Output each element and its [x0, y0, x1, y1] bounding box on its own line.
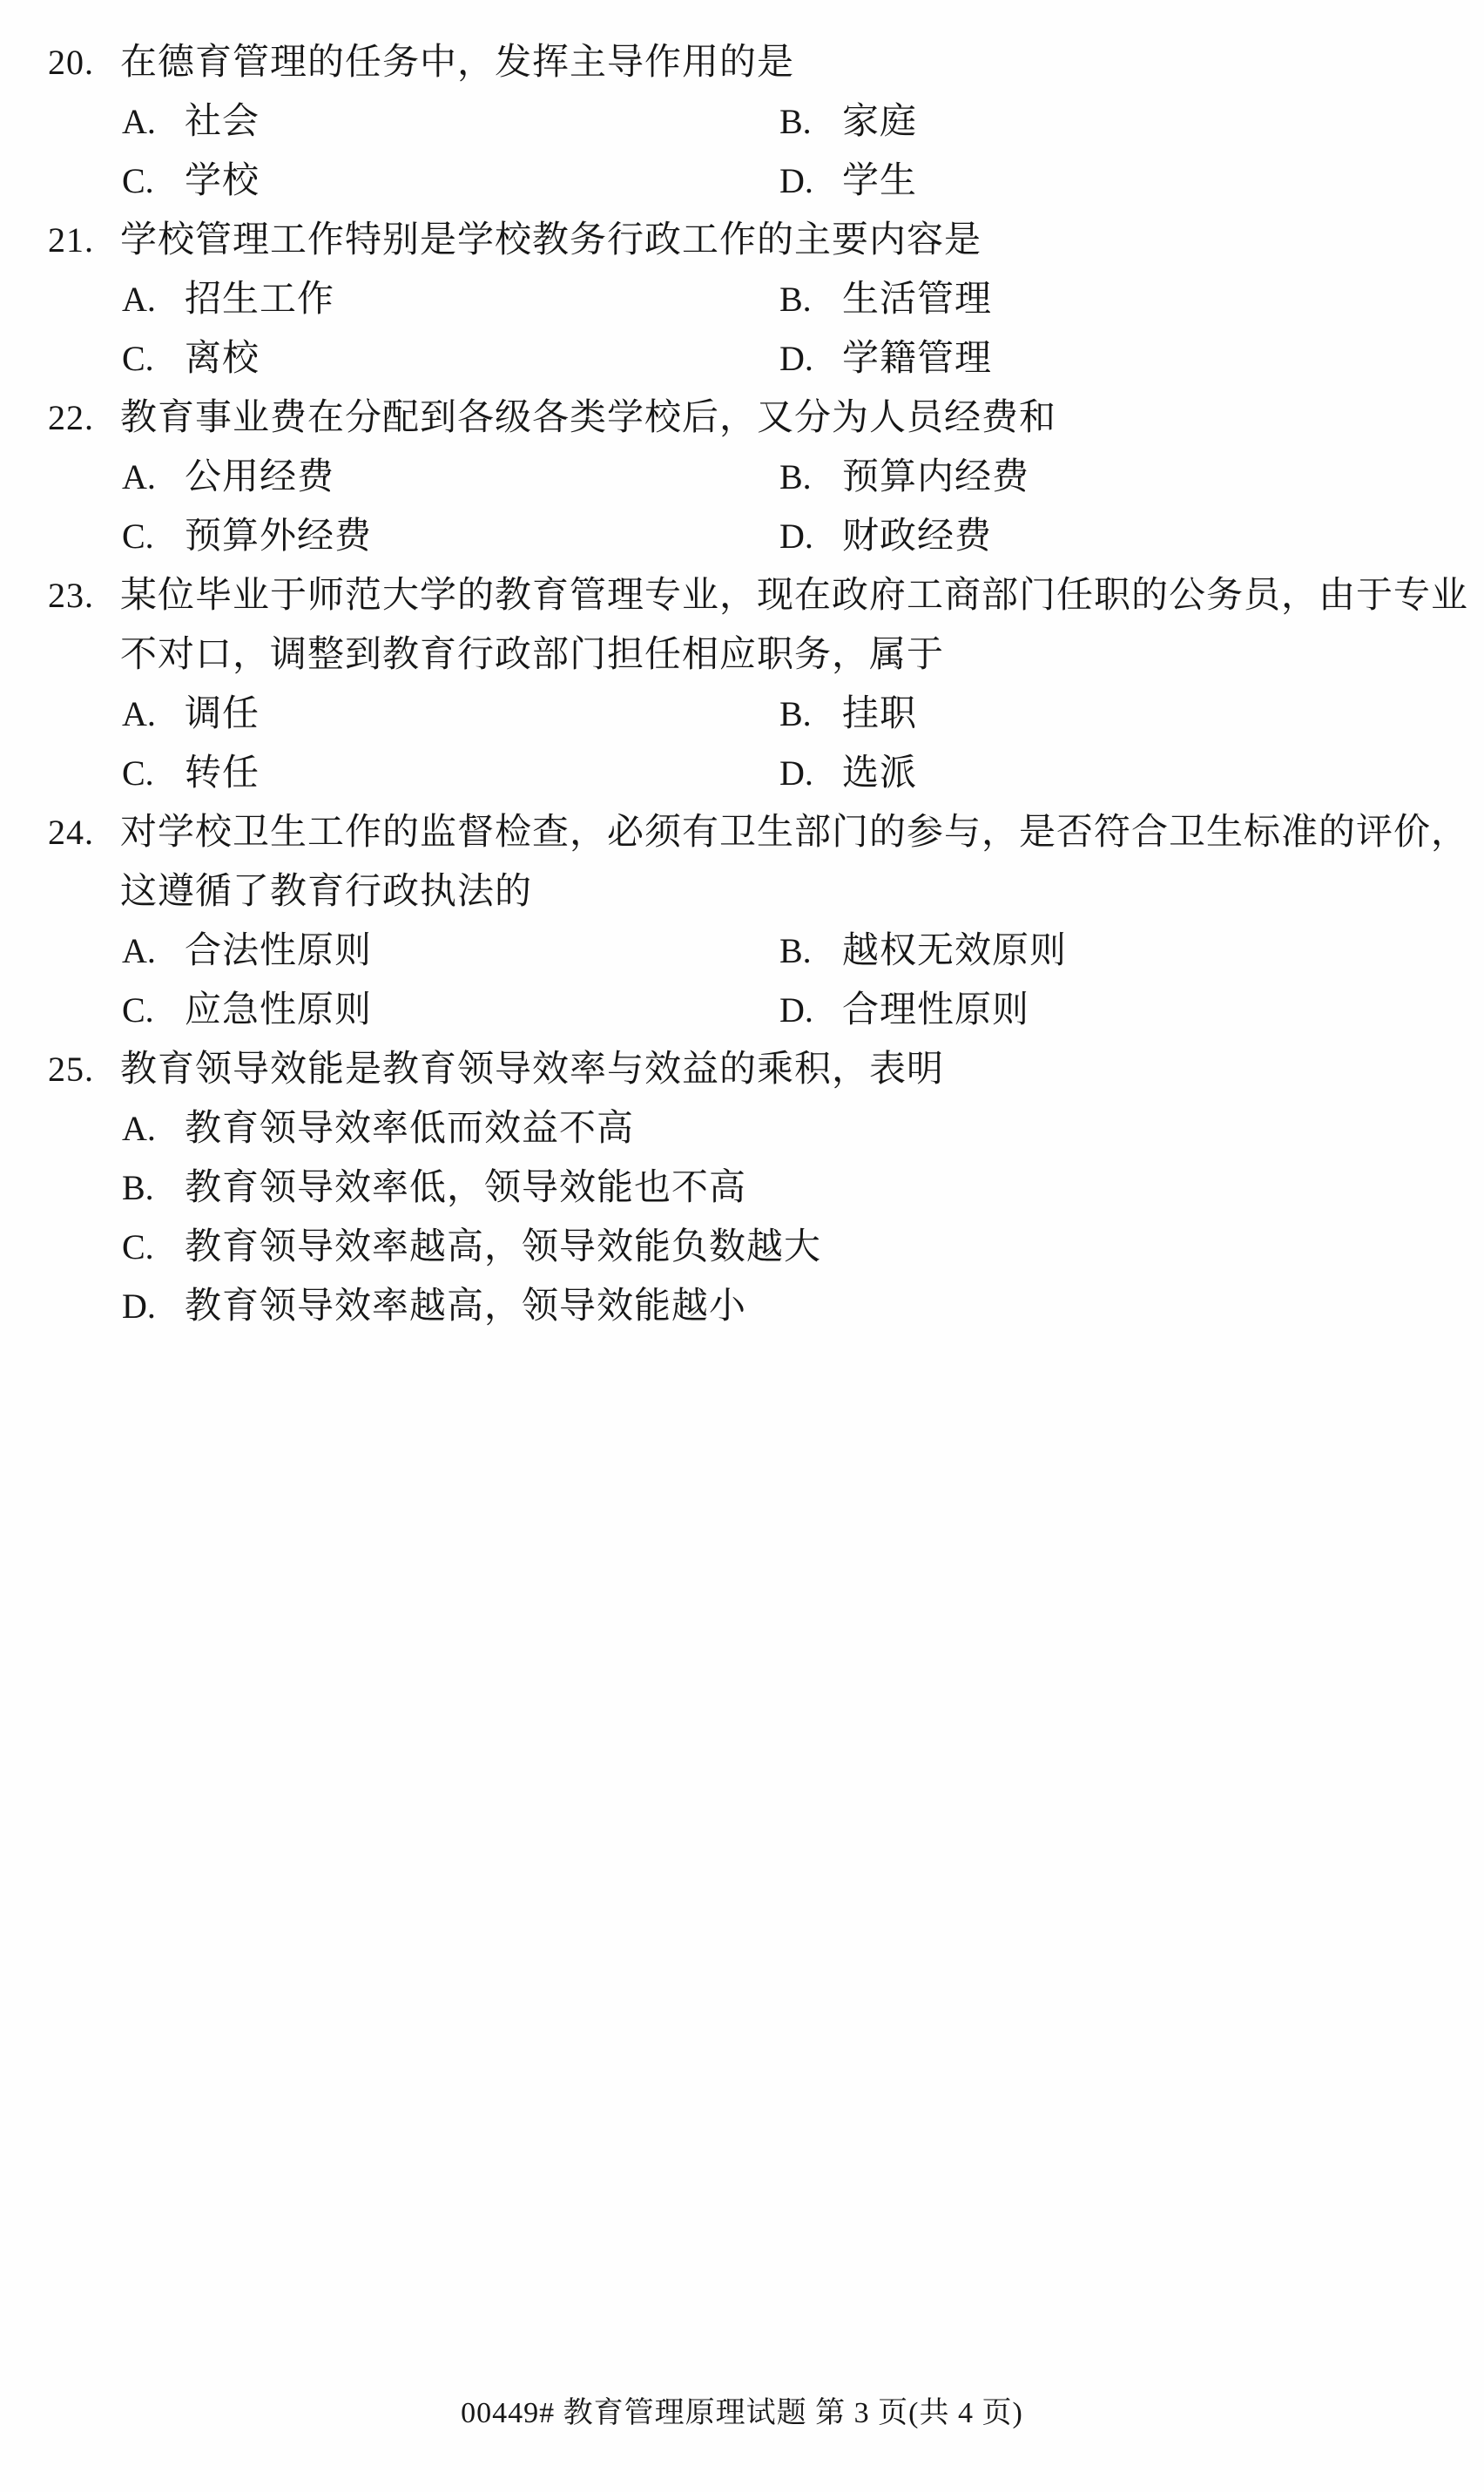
- option-b: [779, 459, 1029, 496]
- option-a: [122, 696, 260, 733]
- option-text: 教育领导效率低，领导效能也不高: [185, 1168, 747, 1208]
- option-a: [122, 104, 260, 140]
- option-letter: C.: [122, 517, 154, 556]
- option-d: [779, 755, 917, 792]
- option-c: [122, 992, 372, 1029]
- option-text: 学籍管理: [842, 339, 993, 379]
- question-stem: 对学校卫生工作的监督检查，必须有卫生部门的参与，是否符合卫生标准的评价，: [120, 813, 1469, 853]
- option-b: [122, 1170, 746, 1206]
- option-b: [779, 281, 992, 318]
- question-23-stem-line-1: [0, 566, 1484, 625]
- question-number: 20.: [48, 43, 94, 82]
- question-stem: 教育领导效能是教育领导效率与效益的乘积，表明: [120, 1050, 945, 1090]
- question-number: 24.: [48, 813, 94, 852]
- question-20-stem-line: [0, 33, 1484, 92]
- question-22-stem-line: [0, 388, 1484, 448]
- option-letter: A.: [122, 102, 156, 141]
- question-22-options-row-1: [0, 448, 1484, 507]
- question-stem: 学校管理工作特别是学校教务行政工作的主要内容是: [120, 220, 982, 260]
- option-letter: D.: [779, 161, 813, 200]
- option-text: 转任: [185, 753, 260, 794]
- option-letter: B.: [779, 280, 812, 319]
- option-letter: D.: [779, 517, 813, 556]
- question-24-options-row-1: [0, 922, 1484, 981]
- option-b: [779, 933, 1067, 969]
- option-letter: A.: [122, 280, 156, 319]
- option-text: 公用经费: [185, 457, 335, 497]
- question-25-option-row-c: [0, 1218, 1484, 1277]
- question-number: 22.: [48, 398, 94, 437]
- option-text: 教育领导效率越高，领导效能越小: [185, 1287, 747, 1327]
- option-d: [779, 518, 992, 555]
- option-c: [122, 163, 260, 199]
- question-23: [0, 566, 1484, 803]
- option-text: 应急性原则: [185, 990, 373, 1030]
- option-letter: C.: [122, 1227, 154, 1266]
- option-a: [122, 933, 372, 969]
- option-letter: D.: [779, 990, 813, 1030]
- option-text: 招生工作: [185, 280, 335, 320]
- option-c: [122, 1229, 821, 1266]
- option-text: 生活管理: [842, 280, 993, 320]
- question-25-option-row-a: [0, 1099, 1484, 1158]
- question-23-options-row-1: [0, 685, 1484, 744]
- option-text: 合理性原则: [842, 990, 1030, 1030]
- option-letter: C.: [122, 990, 154, 1030]
- question-21: [0, 211, 1484, 388]
- question-stem: 教育事业费在分配到各级各类学校后，又分为人员经费和: [120, 398, 1057, 438]
- question-25-option-row-d: [0, 1277, 1484, 1336]
- option-letter: C.: [122, 161, 154, 200]
- question-20: [0, 33, 1484, 211]
- question-stem-continuation: 不对口，调整到教育行政部门担任相应职务，属于: [120, 635, 945, 675]
- option-d: [779, 163, 917, 199]
- question-20-options-row-1: [0, 92, 1484, 152]
- option-letter: C.: [122, 753, 154, 793]
- option-text: 挂职: [842, 694, 918, 734]
- option-text: 越权无效原则: [842, 931, 1068, 971]
- question-25: [0, 1040, 1484, 1336]
- option-text: 教育领导效率越高，领导效能负数越大: [185, 1227, 822, 1267]
- option-letter: C.: [122, 339, 154, 378]
- option-letter: A.: [122, 457, 156, 496]
- option-text: 教育领导效率低而效益不高: [185, 1109, 635, 1149]
- option-text: 财政经费: [842, 517, 993, 557]
- question-number: 21.: [48, 220, 94, 260]
- option-b: [779, 104, 917, 140]
- page-footer: 00449# 教育管理原理试题 第 3 页(共 4 页): [461, 2397, 1023, 2429]
- option-letter: D.: [779, 753, 813, 793]
- option-letter: A.: [122, 931, 156, 970]
- question-list: [0, 33, 1484, 1336]
- option-letter: B.: [779, 457, 812, 496]
- option-b: [779, 696, 917, 733]
- question-number: 25.: [48, 1050, 94, 1089]
- option-d: [122, 1288, 746, 1325]
- option-letter: D.: [779, 339, 813, 378]
- option-text: 调任: [185, 694, 260, 734]
- question-25-stem-line: [0, 1040, 1484, 1099]
- option-d: [779, 992, 1029, 1029]
- option-letter: D.: [122, 1287, 156, 1326]
- question-23-stem-line-2: [0, 625, 1484, 685]
- option-d: [779, 341, 992, 377]
- question-24-options-row-2: [0, 981, 1484, 1040]
- question-21-options-row-1: [0, 270, 1484, 329]
- question-22: [0, 388, 1484, 566]
- option-a: [122, 459, 334, 496]
- question-stem: 在德育管理的任务中，发挥主导作用的是: [120, 43, 795, 83]
- option-letter: B.: [779, 694, 812, 733]
- option-letter: B.: [779, 931, 812, 970]
- question-25-option-row-b: [0, 1158, 1484, 1218]
- question-stem: 某位毕业于师范大学的教育管理专业，现在政府工商部门任职的公务员，由于专业: [120, 576, 1469, 616]
- question-21-options-row-2: [0, 329, 1484, 388]
- option-c: [122, 518, 372, 555]
- question-number: 23.: [48, 576, 94, 615]
- option-a: [122, 281, 334, 318]
- question-24: [0, 803, 1484, 1040]
- question-20-options-row-2: [0, 152, 1484, 211]
- option-text: 预算外经费: [185, 517, 373, 557]
- option-text: 学校: [185, 161, 260, 201]
- question-24-stem-line-2: [0, 862, 1484, 922]
- option-letter: A.: [122, 694, 156, 733]
- question-22-options-row-2: [0, 507, 1484, 566]
- question-stem-continuation: 这遵循了教育行政执法的: [120, 872, 533, 912]
- option-c: [122, 755, 260, 792]
- option-text: 选派: [842, 753, 918, 794]
- option-text: 家庭: [842, 102, 918, 142]
- option-letter: B.: [779, 102, 812, 141]
- question-24-stem-line-1: [0, 803, 1484, 862]
- question-23-options-row-2: [0, 744, 1484, 803]
- option-letter: A.: [122, 1109, 156, 1148]
- option-text: 合法性原则: [185, 931, 373, 971]
- option-text: 学生: [842, 161, 918, 201]
- option-a: [122, 1111, 634, 1147]
- option-letter: B.: [122, 1168, 154, 1207]
- option-text: 离校: [185, 339, 260, 379]
- option-text: 预算内经费: [842, 457, 1030, 497]
- option-text: 社会: [185, 102, 260, 142]
- option-c: [122, 341, 260, 377]
- question-21-stem-line: [0, 211, 1484, 270]
